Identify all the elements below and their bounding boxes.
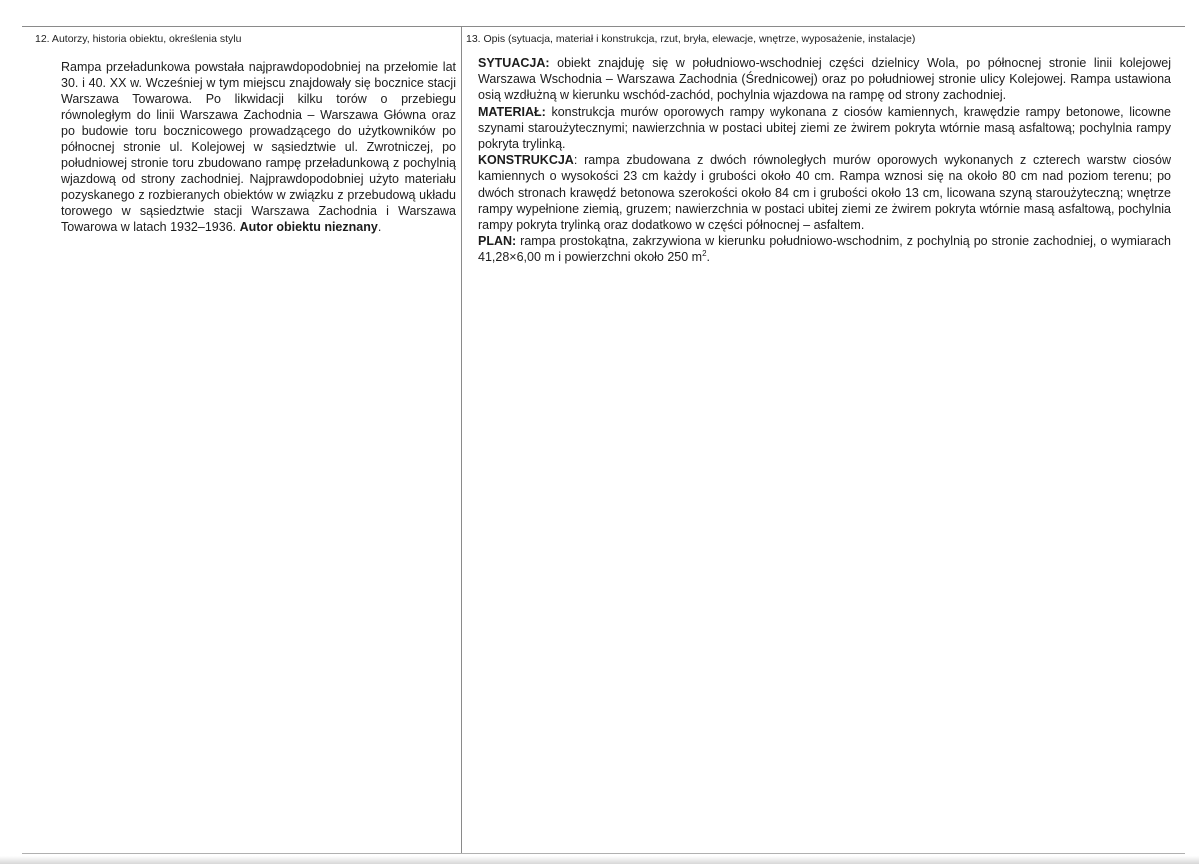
section-situation-label: SYTUACJA: <box>478 56 550 70</box>
document-frame <box>22 26 1185 854</box>
description-heading: 13. Opis (sytuacja, materiał i konstrukcja, rzut, bryła, elewacje, wnętrze, wyposażenie, instalacje) <box>466 33 916 45</box>
section-construction-text: : rampa zbudowana z dwóch równoległych murów oporowych wykonanych z czterech warstw ciosów kamiennych o wysokości 23 cm każdy i grubości około 40 cm. Rampa wznosi się na około 80 cm nad poziom terenu; po dwóch stronach krawędź betonowa szerokości około 84 cm i grubości około 13 cm, licowana szyną staroużyteczną; wnętrze rampy wypełnione ziemią, gruzem; nawierzchnia w postaci ubitej ziemi ze żwirem pokryta wtórnie masą asfaltową, pochylnia rampy pokryta trylinką oraz dodatkowo w części północnej – asfaltem. <box>478 153 1171 233</box>
section-material-label: MATERIAŁ: <box>478 104 546 119</box>
section-construction <box>478 152 1171 233</box>
description-column <box>462 27 1185 853</box>
section-situation-text: obiekt znajduję się w południowo-wschodniej części dzielnicy Wola, po północnej stronie linii kolejowej Warszawa Wschodnia – Warszawa Zachodnia (Średnicowej) oraz po południowej stronie ulicy Kolejowej. Rampa ustawiona osią wzdłużną w kierunku wschód-zachód, pochylnia wjazdowa na rampę od strony zachodniej. <box>478 56 1171 103</box>
author-note: Autor obiektu nieznany <box>239 220 378 234</box>
history-text: Rampa przeładunkowa powstała najprawdopodobniej na przełomie lat 30. i 40. XX w. Wcześniej w tym miejscu znajdowały się bocznice stacji Warszawa Towarowa. Po likwidacji kilku torów o przebiegu równoległym do linii Warszawa Zachodnia – Warszawa Główna oraz po budowie toru bocznicowego prowadzącego do użytkowników po północnej stronie ul. Kolejowej w sąsiedztwie ul. Zwrotniczej, po południowej stronie toru zbudowano rampę przeładunkową z pochylnią wjazdową od strony zachodniej. Najprawdopodobniej użyto materiału pozyskanego z rozbieranych obiektów w związku z przebudową układu torowego w sąsiedztwie stacji Warszawa Zachodnia i Warszawa Towarowa w latach 1932–1936. <box>61 60 456 234</box>
description-text-block <box>478 55 1171 266</box>
section-construction-label: KONSTRUKCJA <box>478 153 574 168</box>
history-text-block <box>61 59 456 235</box>
section-plan-tail: . <box>706 250 711 265</box>
history-heading: 12. Autorzy, historia obiektu, określenia stylu <box>35 33 242 45</box>
author-note-period: . <box>377 220 382 234</box>
section-material <box>478 104 1171 153</box>
scan-bottom-edge <box>0 856 1199 864</box>
section-plan-superscript: 2 <box>702 249 707 259</box>
history-column <box>22 27 461 853</box>
section-plan-label: PLAN: <box>478 234 517 249</box>
section-situation <box>478 55 1171 104</box>
section-plan <box>478 233 1171 265</box>
section-material-text: konstrukcja murów oporowych rampy wykonana z ciosów kamiennych, krawędzie rampy betonowe, licowne szynami staroużytecznymi; nawierzchnia w postaci ubitej ziemi ze żwirem pokryta wtórnie masą asfaltową; pochylnia rampy pokryta trylinką. <box>478 104 1171 152</box>
section-plan-text: rampa prostokątna, zakrzywiona w kierunku południowo-wschodnim, z pochylnią po stronie zachodniej, o wymiarach 41,28×6,00 m i powierzchni około 250 m <box>478 234 1171 265</box>
